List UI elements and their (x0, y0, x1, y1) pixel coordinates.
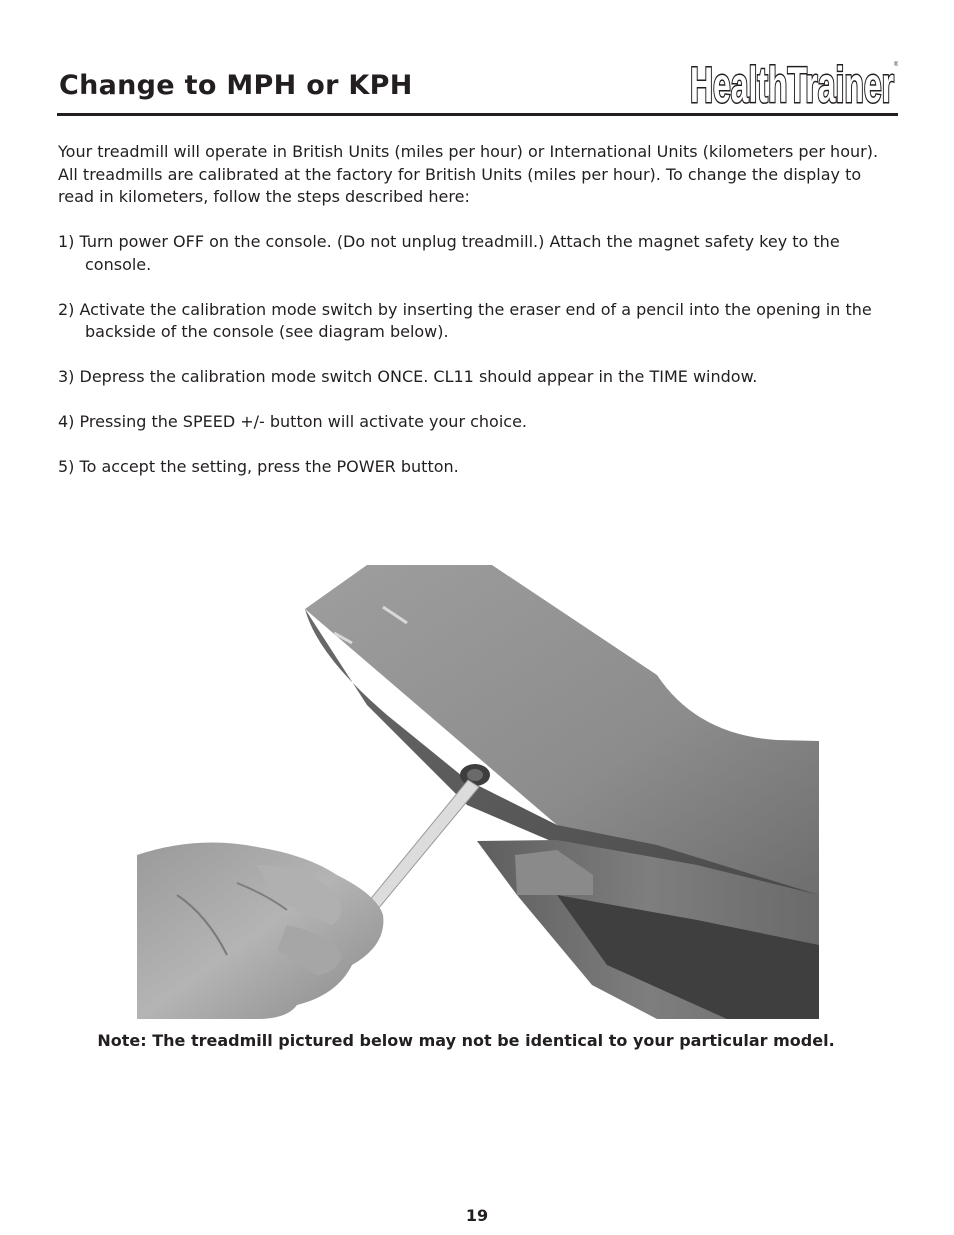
figure-note: Note: The treadmill pictured below may not be identical to your particular model. (97, 1031, 835, 1050)
step-1: 1) Turn power OFF on the console. (Do not unplug treadmill.) Attach the magnet safety key to the console. (58, 232, 840, 274)
step-4: 4) Pressing the SPEED +/- button will activate your choice. (58, 412, 527, 431)
page-number: 19 (465, 1206, 489, 1225)
healthtrainer-logo (688, 52, 898, 108)
intro-paragraph: Your treadmill will operate in British Units (miles per hour) or International Units (kilometers per hour). All treadmills are calibrated at the factory for British Units (miles per hour). To change the display to read in kilometers, follow the steps described here: (58, 142, 879, 206)
title-rule (57, 113, 898, 116)
step-5: 5) To accept the setting, press the POWER button. (58, 457, 459, 476)
step-3: 3) Depress the calibration mode switch ONCE. CL11 should appear in the TIME window. (58, 367, 758, 386)
step-2: 2) Activate the calibration mode switch by inserting the eraser end of a pencil into the opening in the backside of the console (see diagram below). (58, 299, 872, 341)
page-title: Change to MPH or KPH (59, 70, 413, 101)
svg-text:®: ® (894, 62, 898, 68)
instructions (58, 141, 900, 501)
svg-text:HealthTrainer: HealthTrainer (690, 57, 894, 108)
console-calibration-photo (137, 565, 819, 1019)
